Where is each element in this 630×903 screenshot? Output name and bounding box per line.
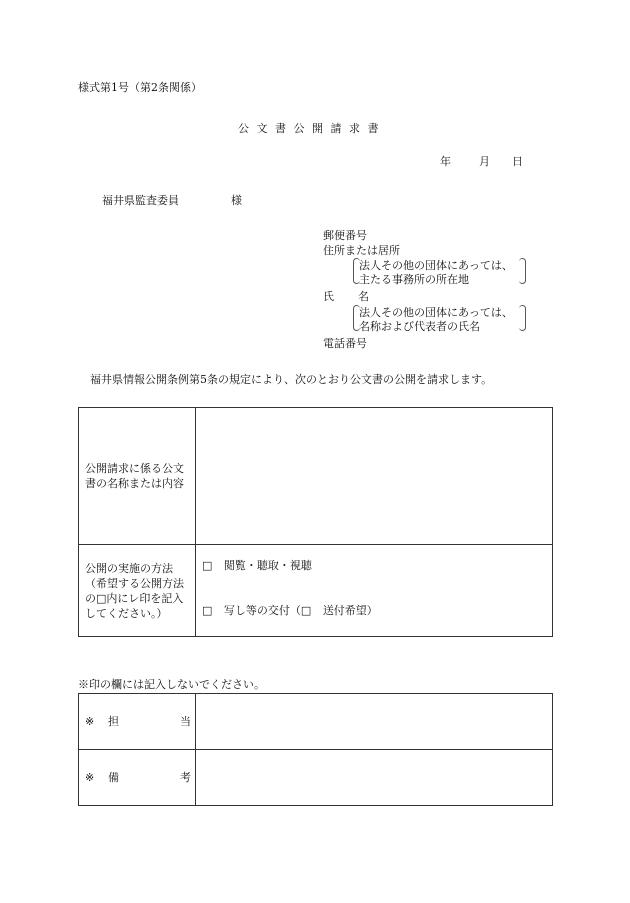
name-note-line2: 名称および代表者の氏名 [359, 320, 480, 333]
form-number: 様式第1号（第2条関係） [78, 81, 202, 94]
date-year-label: 年 [440, 155, 451, 168]
phone-label: 電話番号 [323, 337, 367, 350]
option-view-checkbox[interactable]: □ [202, 559, 213, 572]
date-day-label: 日 [512, 155, 523, 168]
remarks-value-field [196, 750, 553, 806]
option-copy-label: 写し等の交付（ [223, 604, 301, 617]
request-table [78, 407, 553, 637]
address-label: 住所または居所 [323, 244, 400, 257]
document-label-line1: 公開請求に係る公文 [85, 462, 184, 475]
handler-label-char1: 担 [108, 714, 119, 728]
option-copy-checkbox[interactable]: □ [202, 604, 213, 617]
method-options-cell [196, 545, 553, 637]
addressee-name: 福井県監査委員 [102, 194, 179, 207]
handler-value-field [196, 694, 553, 750]
office-use-note: ※印の欄には記入しないでください。 [78, 678, 265, 691]
page-title: 公 文 書 公 開 請 求 書 [238, 122, 381, 135]
method-label-cell [79, 545, 196, 637]
name-note-line1: 法人その他の団体にあっては、 [359, 306, 513, 319]
name-label-second: 名 [358, 290, 369, 303]
address-note-line1: 法人その他の団体にあっては、 [359, 259, 513, 272]
option-copy [196, 604, 552, 618]
name-label-first: 氏 [323, 290, 334, 303]
address-note-close-paren [519, 258, 526, 284]
postal-code-label: 郵便番号 [323, 229, 367, 242]
document-value-field[interactable] [196, 408, 553, 545]
option-mail-label: 送付希望） [322, 604, 378, 617]
option-view [196, 559, 552, 573]
document-label-line2: 書の名称または内容 [85, 477, 184, 490]
remarks-label-cell [79, 750, 196, 806]
office-use-table [78, 693, 553, 806]
remarks-row [79, 750, 553, 806]
request-statement: 福井県情報公開条例第5条の規定により、次のとおり公文書の公開を請求します。 [90, 373, 493, 386]
address-note-line2: 主たる事務所の所在地 [359, 273, 469, 286]
method-label-line1: 公開の実施の方法 [85, 561, 173, 575]
method-label-line3: の□内にレ印を記入 [85, 591, 184, 605]
handler-label-cell [79, 694, 196, 750]
date-month-label: 月 [479, 155, 490, 168]
document-label-cell [79, 408, 196, 545]
addressee-honorific: 様 [231, 194, 242, 207]
handler-mark: ※ [85, 714, 95, 728]
handler-label-char2: 当 [180, 714, 191, 728]
method-row [79, 545, 553, 637]
remarks-mark: ※ [85, 770, 95, 784]
method-label-line4: してください。） [85, 606, 168, 620]
option-view-label: 閲覧・聴取・視聴 [223, 559, 312, 572]
handler-row [79, 694, 553, 750]
method-label-line2: （希望する公開方法 [85, 576, 184, 590]
document-row [79, 408, 553, 545]
remarks-label-char2: 考 [180, 770, 191, 784]
remarks-label-char1: 備 [108, 770, 119, 784]
name-note-close-paren [519, 305, 526, 331]
option-mail-checkbox[interactable]: □ [300, 604, 312, 617]
